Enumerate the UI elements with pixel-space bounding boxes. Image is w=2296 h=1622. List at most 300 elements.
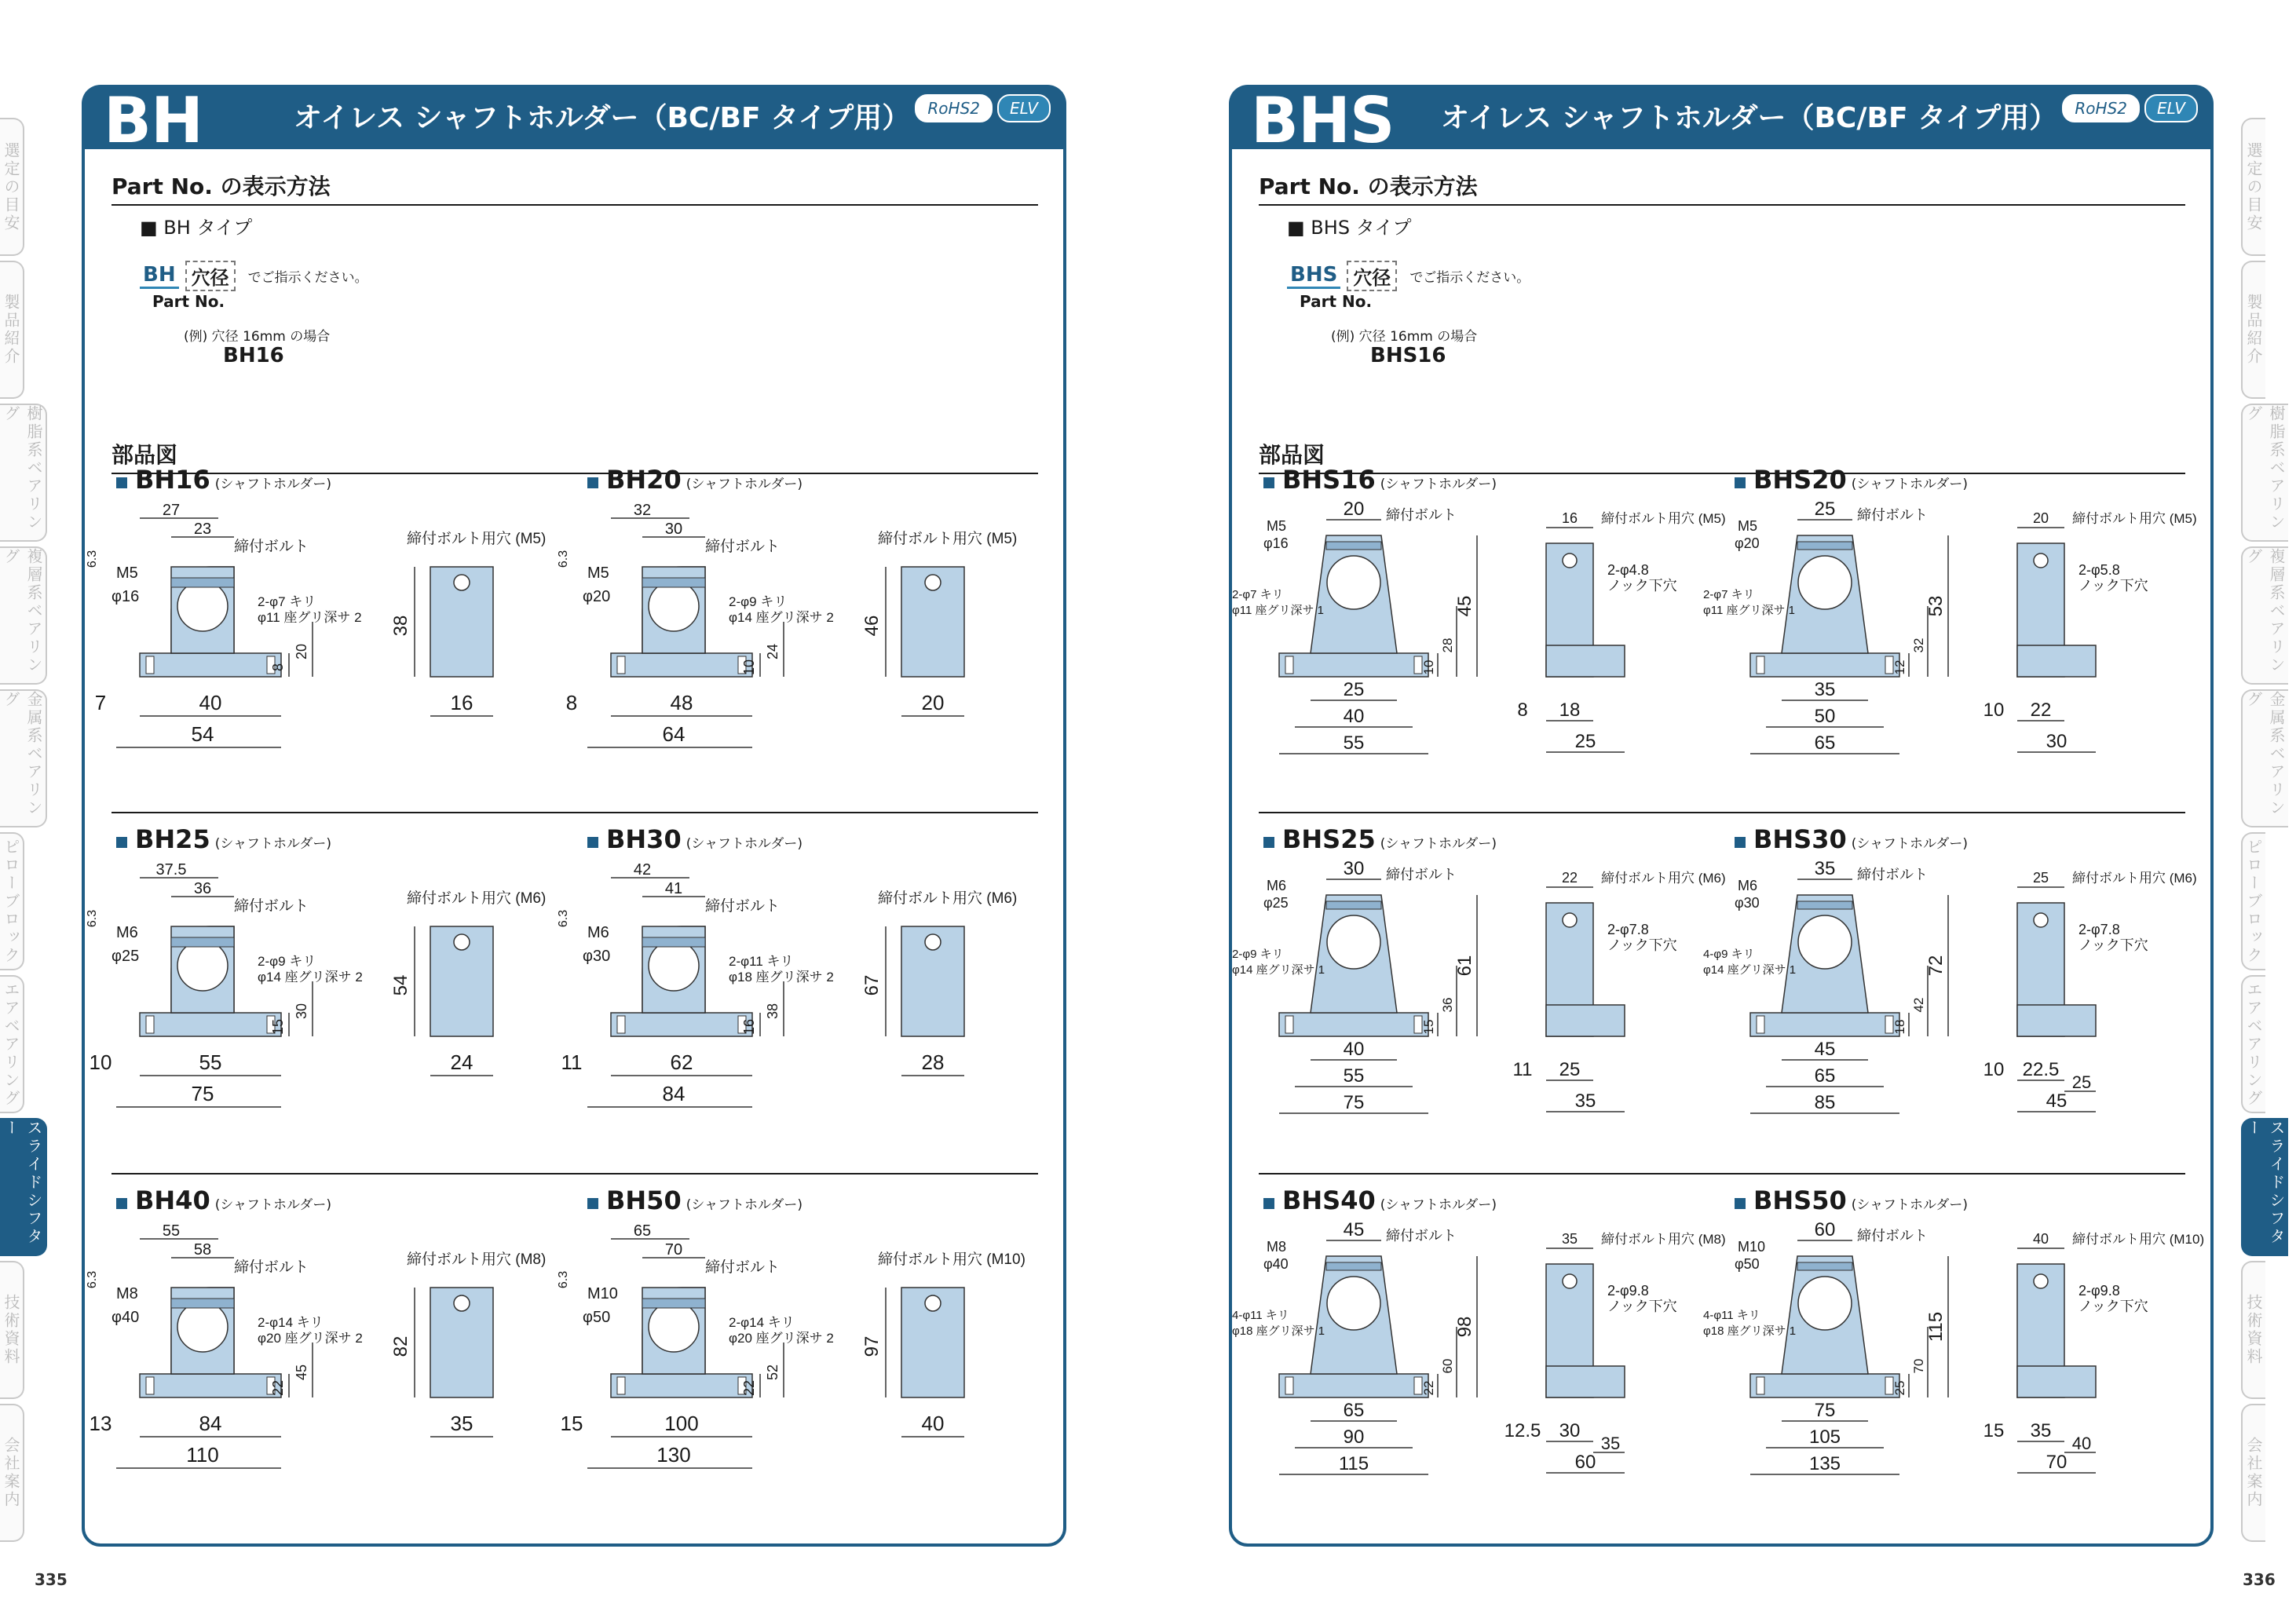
hole-spec: 4-φ9 キリ	[1703, 948, 1755, 961]
dimension-label: 52	[765, 1364, 781, 1381]
bolt-label: 締付ボルト	[234, 1259, 309, 1276]
page-bh	[82, 84, 1066, 1547]
clamp-bolt	[171, 578, 234, 587]
clamp-bolt	[171, 937, 234, 947]
dimension-label: 8	[565, 691, 578, 714]
side-tab[interactable]: ピローブロック	[2241, 832, 2265, 970]
dimension-label: 24	[450, 1050, 473, 1074]
side-tab[interactable]: 金属系ベアリング	[2241, 689, 2288, 827]
base-plate	[140, 1374, 281, 1397]
cbore-spec: φ18 座グリ深サ 1	[1232, 1324, 1325, 1338]
pn-note: でご指示ください。	[1409, 270, 1530, 286]
dimension-label: 32	[633, 502, 652, 519]
bolt-label: 締付ボルト	[1857, 1228, 1928, 1244]
dimension-label: 25	[1559, 1059, 1581, 1080]
side-tabs-right	[2241, 118, 2296, 1547]
clamp-bolt	[642, 1299, 705, 1308]
base-plate	[1279, 1013, 1428, 1036]
part-name: BH40	[135, 1185, 210, 1215]
side-label: 締付ボルト用穴 (M6)	[407, 890, 547, 907]
bolt-hole	[454, 1295, 470, 1311]
dimension-label: 20	[294, 643, 309, 660]
part-title	[1735, 1185, 1968, 1215]
side-view	[430, 1288, 493, 1397]
shaft-bore	[649, 1302, 699, 1352]
clamp-bolt	[1326, 1262, 1381, 1270]
part-name: BHS40	[1282, 1185, 1376, 1215]
dimension-label: 40	[1343, 706, 1365, 727]
dimension-label: 35	[450, 1412, 473, 1435]
pn-sub-label: Part No.	[1300, 292, 1373, 311]
shaft-bore	[177, 1302, 228, 1352]
side-tab[interactable]: スライドシフター	[0, 1118, 47, 1256]
side-tab[interactable]: スライドシフター	[2241, 1118, 2288, 1256]
part-name: BH25	[135, 824, 210, 854]
product-code: BHS	[1251, 84, 1395, 157]
bullet-square-icon	[1735, 477, 1746, 488]
side-foot	[1546, 645, 1625, 677]
dimension-label: 46	[861, 615, 883, 637]
side-tab[interactable]: 樹脂系ベアリング	[2241, 404, 2288, 542]
base-plate	[611, 653, 752, 677]
dimension-label: 41	[664, 880, 683, 897]
dimension-label: 54	[390, 974, 411, 996]
dimension-label: 10	[1983, 1059, 2005, 1080]
thread-label: M5	[116, 564, 138, 582]
part-name: BH30	[606, 824, 682, 854]
side-tab[interactable]: 技術資料	[2241, 1261, 2265, 1399]
part-subtitle: (シャフトホルダー)	[1380, 1197, 1497, 1213]
dimension-label: 98	[1454, 1316, 1475, 1338]
type-label: ■ BHS タイプ	[1287, 217, 1412, 239]
part-drawing	[556, 1185, 1026, 1531]
dimension-label: 25	[1574, 731, 1596, 752]
dimension-label: 82	[390, 1335, 411, 1357]
mount-hole	[1757, 1016, 1764, 1033]
clamp-bolt	[642, 578, 705, 587]
dimension-label: 45	[1814, 1039, 1836, 1060]
dimension-label: 36	[1440, 997, 1455, 1013]
hole-spec: 2-φ7 キリ	[1703, 588, 1755, 601]
dimension-label: 18	[1559, 700, 1581, 721]
base-plate	[1279, 1374, 1428, 1397]
thread-label: M5	[1267, 518, 1287, 534]
dimension-label: 35	[1814, 858, 1836, 879]
bore-label: φ40	[112, 1309, 140, 1326]
part-figure	[556, 1217, 1026, 1531]
mount-hole	[617, 656, 625, 674]
dimension-label: 36	[193, 880, 212, 897]
page-number-right: 336	[2243, 1570, 2276, 1589]
part-name: BH16	[135, 465, 210, 495]
side-hole-spec: 2-φ5.8	[2078, 562, 2120, 578]
clamp-bolt	[1797, 1262, 1852, 1270]
side-foot	[2017, 1005, 2096, 1036]
base-plate	[140, 653, 281, 677]
dimension-label: 22.5	[2022, 1059, 2060, 1080]
bolt-hole	[925, 575, 941, 590]
dimension-label: 45	[1454, 595, 1475, 617]
dimension-label: 30	[1559, 1420, 1581, 1441]
product-code: BH	[104, 84, 203, 157]
part-title	[587, 824, 803, 854]
product-title: オイレス シャフトホルダー（BC/BF タイプ用）	[294, 102, 911, 134]
side-label: 締付ボルト用穴 (M5)	[878, 531, 1018, 547]
mount-hole	[1285, 1377, 1293, 1394]
dimension-label: 55	[1343, 1065, 1365, 1087]
base-plate	[1750, 1013, 1899, 1036]
side-tab[interactable]: 選定の目安	[0, 118, 24, 256]
dimension-label: 15	[1983, 1420, 2005, 1441]
bore-label: φ16	[1263, 535, 1289, 551]
side-tab[interactable]: 会社案内	[2241, 1404, 2265, 1542]
part-name: BHS20	[1753, 465, 1847, 495]
dimension-label: 135	[1808, 1453, 1841, 1474]
base-plate	[1279, 653, 1428, 677]
hole-spec: 2-φ11 キリ	[729, 954, 794, 969]
part-title	[1735, 824, 1968, 854]
thread-label: M5	[1738, 518, 1758, 534]
dimension-label: 72	[1925, 955, 1947, 977]
bolt-hole	[925, 1295, 941, 1311]
dimension-label: 130	[656, 1443, 691, 1467]
dimension-label: 7	[94, 691, 107, 714]
hole-spec: 2-φ14 キリ	[729, 1315, 795, 1330]
bullet-square-icon	[1735, 837, 1746, 848]
roughness-mark: 6.3	[557, 1270, 570, 1289]
bore-label: φ30	[583, 948, 611, 965]
dimension-label: 20	[1343, 499, 1365, 520]
part-drawing	[85, 465, 548, 810]
cbore-spec: φ20 座グリ深サ 2	[729, 1331, 834, 1346]
bolt-label: 締付ボルト	[1857, 867, 1928, 882]
clamp-bolt	[1797, 901, 1852, 909]
part-subtitle: (シャフトホルダー)	[1851, 1197, 1968, 1213]
side-label: 締付ボルト用穴 (M8)	[407, 1251, 547, 1268]
dimension-label: 22	[741, 1379, 757, 1397]
side-foot	[2017, 645, 2096, 677]
dimension-label: 97	[861, 1335, 883, 1357]
bolt-label: 締付ボルト	[234, 539, 309, 555]
side-hole-note: ノック下穴	[2078, 1299, 2148, 1314]
side-tab[interactable]: 複層系ベアリング	[2241, 546, 2288, 685]
part-name: BHS50	[1753, 1185, 1847, 1215]
dimension-label: 27	[162, 502, 181, 519]
mount-hole	[146, 1377, 154, 1394]
part-figure	[556, 856, 1018, 1170]
cbore-spec: φ11 座グリ深サ 1	[1232, 604, 1324, 617]
section-part-no: Part No. の表示方法	[1259, 170, 2185, 206]
type-label: ■ BH タイプ	[140, 217, 253, 239]
side-hole-spec: 2-φ9.8	[1607, 1283, 1649, 1299]
pn-code: BH	[140, 263, 179, 289]
example-label: (例) 穴径 16mm の場合	[184, 329, 331, 345]
dimension-label: 61	[1454, 955, 1475, 977]
dimension-label: 10	[741, 659, 757, 676]
side-tab[interactable]: 選定の目安	[2241, 118, 2265, 256]
pn-note: でご指示ください。	[247, 270, 368, 286]
cbore-spec: φ11 座グリ深サ 1	[1703, 604, 1795, 617]
dimension-label: 60	[1814, 1219, 1836, 1240]
side-view	[430, 567, 493, 677]
cbore-spec: φ20 座グリ深サ 2	[258, 1331, 363, 1346]
side-hole-note: ノック下穴	[1607, 578, 1677, 594]
page-header	[1229, 85, 2214, 157]
side-foot	[1546, 1005, 1625, 1036]
part-subtitle: (シャフトホルダー)	[214, 477, 331, 492]
dimension-label: 75	[1814, 1400, 1836, 1421]
divider	[112, 1173, 1038, 1174]
dimension-label: 65	[1814, 732, 1836, 754]
dimension-label: 22	[2030, 700, 2052, 721]
part-title	[116, 824, 331, 854]
side-label: 締付ボルト用穴 (M5)	[407, 531, 547, 547]
roughness-mark: 6.3	[86, 550, 99, 568]
dimension-label: 15	[270, 1018, 286, 1036]
dimension-label: 70	[2046, 1452, 2067, 1473]
dimension-label: 20	[921, 691, 945, 714]
side-tab[interactable]: エアベアリング	[2241, 975, 2265, 1113]
bullet-square-icon	[587, 1198, 598, 1209]
dimension-label: 60	[1440, 1358, 1455, 1374]
side-tab[interactable]: 樹脂系ベアリング	[0, 404, 47, 542]
badges	[915, 94, 1051, 122]
bolt-label: 締付ボルト	[705, 1259, 781, 1276]
side-hole-note: ノック下穴	[2078, 937, 2148, 953]
side-tab[interactable]: 複層系ベアリング	[0, 546, 47, 685]
clamp-bolt	[1326, 901, 1381, 909]
part-subtitle: (シャフトホルダー)	[214, 836, 331, 852]
side-tab[interactable]: 金属系ベアリング	[0, 689, 47, 827]
dimension-label: 75	[191, 1082, 214, 1105]
hole-spec: 2-φ7 キリ	[1232, 588, 1284, 601]
dimension-label: 60	[1574, 1452, 1596, 1473]
dimension-label: 10	[1983, 700, 2005, 721]
dimension-label: 62	[670, 1050, 693, 1074]
bolt-hole	[454, 575, 470, 590]
part-subtitle: (シャフトホルダー)	[686, 836, 803, 852]
part-figure	[1703, 496, 2197, 810]
part-drawing	[1232, 1185, 1726, 1531]
part-title	[1263, 465, 1497, 495]
dimension-label: 55	[199, 1050, 222, 1074]
dimension-label: 10	[89, 1050, 112, 1074]
part-number-format	[140, 261, 368, 291]
cbore-spec: φ18 座グリ深サ 1	[1703, 1324, 1797, 1338]
dimension-label: 30	[1343, 858, 1365, 879]
side-hole-spec: 2-φ4.8	[1607, 562, 1649, 578]
dimension-label: 67	[861, 974, 883, 996]
page-header	[82, 85, 1066, 157]
dimension-label: 25	[2032, 870, 2049, 886]
bolt-label: 締付ボルト	[1386, 867, 1457, 882]
side-view	[901, 926, 964, 1036]
part-name: BHS30	[1753, 824, 1847, 854]
dimension-label: 40	[1343, 1039, 1365, 1060]
side-view	[430, 926, 493, 1036]
bolt-hole	[2034, 1274, 2048, 1288]
part-subtitle: (シャフトホルダー)	[686, 477, 803, 492]
rohs-badge: RoHS2	[915, 94, 993, 122]
part-drawing	[556, 824, 1019, 1170]
section-parts: 部品図	[1259, 438, 2185, 474]
part-drawing	[1232, 824, 1726, 1170]
base-plate	[1750, 653, 1899, 677]
side-label: 締付ボルト用穴 (M10)	[2072, 1232, 2205, 1247]
bolt-label: 締付ボルト	[705, 898, 781, 915]
side-label: 締付ボルト用穴 (M6)	[2072, 871, 2197, 886]
side-foot	[1546, 1366, 1625, 1397]
hole-spec: 2-φ7 キリ	[258, 594, 316, 609]
thread-label: M6	[116, 924, 138, 941]
side-view	[901, 567, 964, 677]
side-tab[interactable]: 製品紹介	[2241, 261, 2265, 399]
dimension-label: 40	[2032, 1231, 2049, 1247]
side-label: 締付ボルト用穴 (M8)	[1601, 1232, 1726, 1247]
dimension-label: 35	[2030, 1420, 2052, 1441]
dimension-label: 30	[294, 1003, 309, 1020]
part-number-format	[1287, 261, 1530, 291]
shaft-bore	[649, 941, 699, 991]
side-tab[interactable]: 会社案内	[0, 1404, 24, 1542]
side-tab[interactable]: 技術資料	[0, 1261, 24, 1399]
dimension-label: 35	[1574, 1090, 1596, 1112]
part-title	[587, 1185, 803, 1215]
dimension-label: 18	[1892, 1019, 1907, 1035]
dimension-label: 55	[1343, 732, 1365, 754]
dimension-label: 75	[1343, 1092, 1365, 1113]
cbore-spec: φ14 座グリ深サ 1	[1232, 963, 1325, 977]
dimension-label: 20	[2032, 510, 2049, 526]
part-name: BH20	[606, 465, 682, 495]
dimension-label: 35	[1600, 1434, 1621, 1453]
shaft-bore	[1798, 915, 1852, 969]
bore-label: φ20	[1735, 535, 1760, 551]
elv-badge: ELV	[997, 94, 1051, 122]
clamp-bolt	[171, 1299, 234, 1308]
bolt-label: 締付ボルト	[1857, 507, 1928, 523]
dimension-label: 55	[162, 1222, 181, 1240]
part-title	[1263, 1185, 1497, 1215]
part-figure	[1703, 856, 2197, 1170]
part-title	[587, 465, 803, 495]
part-title	[1263, 824, 1497, 854]
mount-hole	[1757, 1377, 1764, 1394]
dimension-label: 40	[2071, 1434, 2092, 1453]
bullet-square-icon	[116, 477, 127, 488]
base-plate	[1750, 1374, 1899, 1397]
dimension-label: 45	[1343, 1219, 1365, 1240]
part-drawing	[85, 824, 548, 1170]
dimension-label: 45	[2046, 1090, 2067, 1112]
badges	[2062, 94, 2198, 122]
bolt-hole	[1563, 1274, 1577, 1288]
dimension-label: 15	[1421, 1019, 1436, 1035]
thread-label: M6	[587, 924, 609, 941]
dimension-label: 28	[921, 1050, 945, 1074]
side-hole-note: ノック下穴	[1607, 937, 1677, 953]
dimension-label: 30	[664, 521, 683, 538]
bolt-hole	[1563, 553, 1577, 568]
hole-spec: 4-φ11 キリ	[1703, 1309, 1760, 1322]
dimension-label: 11	[1512, 1059, 1533, 1080]
dimension-label: 70	[1911, 1358, 1926, 1374]
dimension-label: 90	[1343, 1427, 1365, 1448]
side-foot	[2017, 1366, 2096, 1397]
shaft-bore	[1798, 556, 1852, 609]
page-bhs	[1229, 84, 2214, 1547]
thread-label: M6	[1267, 878, 1287, 893]
side-tab[interactable]: エアベアリング	[0, 975, 24, 1113]
mount-hole	[617, 1377, 625, 1394]
part-subtitle: (シャフトホルダー)	[1380, 477, 1497, 492]
page-number-left: 335	[35, 1570, 68, 1589]
dimension-label: 64	[662, 722, 686, 746]
side-tab[interactable]: 製品紹介	[0, 261, 24, 399]
roughness-mark: 6.3	[557, 909, 570, 928]
side-label: 締付ボルト用穴 (M5)	[1601, 511, 1726, 526]
side-hole-spec: 2-φ9.8	[2078, 1283, 2120, 1299]
dimension-label: 70	[664, 1241, 683, 1259]
dimension-label: 38	[390, 615, 411, 637]
bullet-square-icon	[1263, 1198, 1274, 1209]
dimension-label: 13	[89, 1412, 112, 1435]
roughness-mark: 6.3	[86, 1270, 99, 1289]
dimension-label: 16	[450, 691, 473, 714]
part-figure	[1703, 1217, 2205, 1531]
thread-label: M8	[116, 1285, 138, 1302]
dimension-label: 25	[1343, 679, 1365, 700]
mount-hole	[617, 1016, 625, 1033]
cbore-spec: φ14 座グリ深サ 2	[729, 610, 834, 625]
hole-spec: 2-φ9 キリ	[1232, 948, 1284, 961]
part-title	[1735, 465, 1968, 495]
dimension-label: 24	[765, 643, 781, 660]
dimension-label: 25	[1892, 1380, 1907, 1396]
bullet-square-icon	[587, 837, 598, 848]
dimension-label: 22	[1421, 1380, 1436, 1396]
example-value: BH16	[223, 344, 284, 367]
part-figure	[556, 496, 1018, 810]
hole-spec: 2-φ9 キリ	[258, 954, 316, 969]
base-plate	[611, 1013, 752, 1036]
rohs-badge: RoHS2	[2062, 94, 2140, 122]
clamp-bolt	[1326, 542, 1381, 550]
thread-label: M10	[1738, 1239, 1766, 1255]
bullet-square-icon	[1263, 837, 1274, 848]
side-tab[interactable]: ピローブロック	[0, 832, 24, 970]
part-drawing	[556, 465, 1019, 810]
mount-hole	[146, 1016, 154, 1033]
part-figure	[1232, 1217, 1726, 1531]
shaft-bore	[1327, 556, 1380, 609]
dimension-label: 48	[670, 691, 693, 714]
mount-hole	[1285, 1016, 1293, 1033]
section-part-no: Part No. の表示方法	[112, 170, 1038, 206]
bullet-square-icon	[1735, 1198, 1746, 1209]
dimension-label: 115	[1338, 1453, 1369, 1474]
dimension-label: 35	[1814, 679, 1836, 700]
part-figure	[85, 856, 547, 1170]
dimension-label: 15	[560, 1412, 583, 1435]
dimension-label: 105	[1808, 1427, 1841, 1448]
dimension-label: 50	[1814, 706, 1836, 727]
side-tabs-left	[0, 118, 55, 1547]
base-plate	[611, 1374, 752, 1397]
pn-bore-box: 穴径	[1347, 261, 1397, 291]
roughness-mark: 6.3	[86, 909, 99, 928]
part-subtitle: (シャフトホルダー)	[1851, 477, 1968, 492]
